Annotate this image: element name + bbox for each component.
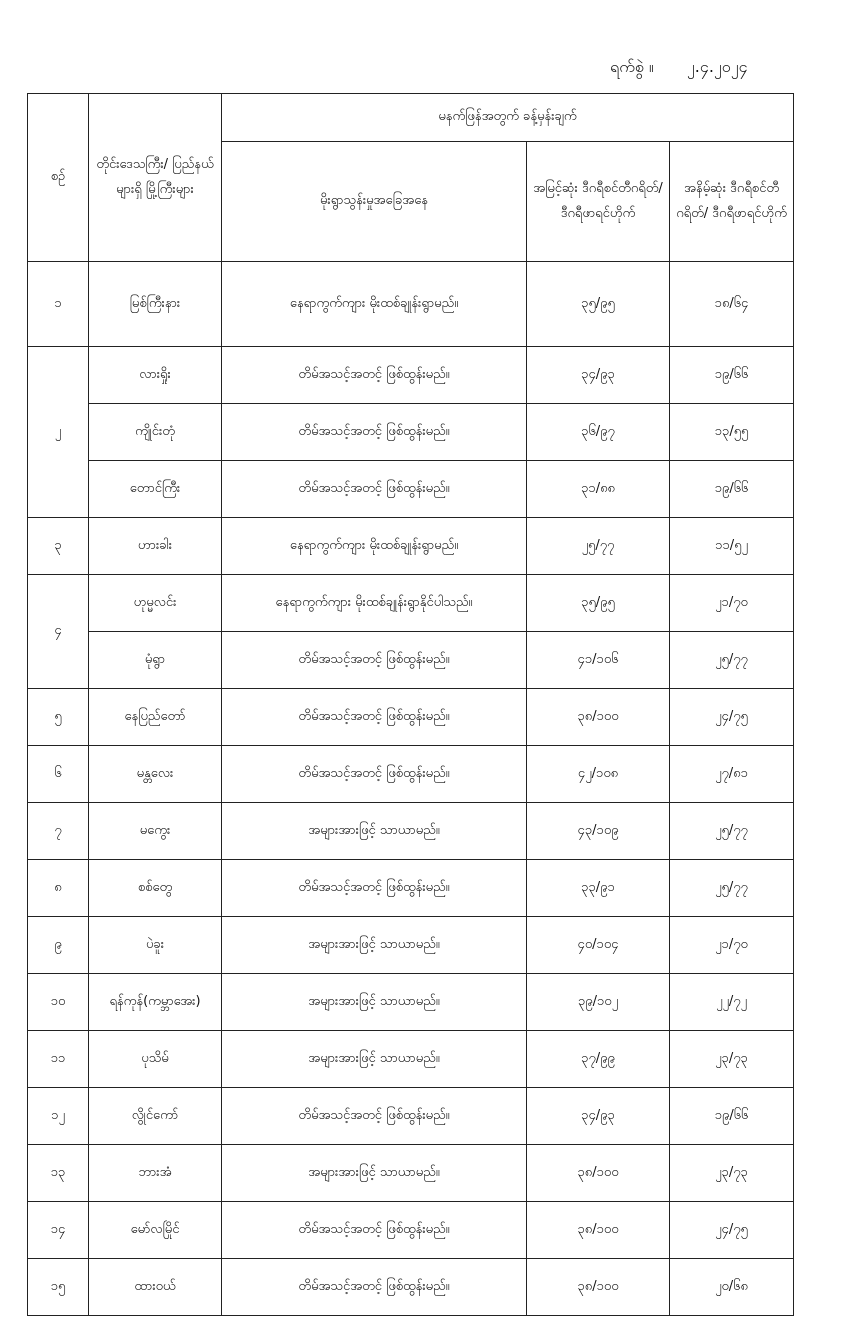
max-temperature: ၃၃/၉၁	[527, 860, 670, 917]
city-name: မုံရွာ	[89, 632, 222, 689]
min-temperature: ၁၃/၅၅	[670, 404, 794, 461]
city-name: နေပြည်တော်	[89, 689, 222, 746]
weather-condition: အများအားဖြင့် သာယာမည်။	[222, 917, 527, 974]
header-city: တိုင်းဒေသကြီး/ ပြည်နယ်များရှိ မြို့ကြီးများ	[89, 94, 222, 262]
row-number: ၉	[28, 917, 89, 974]
table-row	[28, 1202, 794, 1259]
city-name: လွိုင်ကော်	[89, 1088, 222, 1145]
max-temperature: ၂၅/၇၇	[527, 518, 670, 575]
weather-condition: တိမ်အသင့်အတင့် ဖြစ်ထွန်းမည်။	[222, 632, 527, 689]
table-row	[28, 917, 794, 974]
min-temperature: ၂၄/၇၅	[670, 689, 794, 746]
row-number: ၇	[28, 803, 89, 860]
weather-condition: တိမ်အသင့်အတင့် ဖြစ်ထွန်းမည်။	[222, 461, 527, 518]
city-name: မော်လမြိုင်	[89, 1202, 222, 1259]
max-temperature: ၃၉/၁၀၂	[527, 974, 670, 1031]
city-name: မကွေး	[89, 803, 222, 860]
city-name: ထားဝယ်	[89, 1259, 222, 1316]
max-temperature: ၄၂/၁၀၈	[527, 746, 670, 803]
min-temperature: ၂၇/၈၁	[670, 746, 794, 803]
header-min-temp: အနိမ့်ဆုံး ဒီဂရီစင်တီဂရိတ်/ ဒီဂရီဖာရင်ဟိုက်	[670, 142, 794, 262]
min-temperature: ၂၄/၇၅	[670, 1202, 794, 1259]
weather-condition: တိမ်အသင့်အတင့် ဖြစ်ထွန်းမည်။	[222, 689, 527, 746]
max-temperature: ၃၆/၉၇	[527, 404, 670, 461]
max-temperature: ၄၃/၁၀၉	[527, 803, 670, 860]
max-temperature: ၄၁/၁၀၆	[527, 632, 670, 689]
city-name: ရန်ကုန်(ကမ္ဘာအေး)	[89, 974, 222, 1031]
row-number: ၄	[28, 575, 89, 689]
table-row	[28, 1088, 794, 1145]
max-temperature: ၃၈/၁၀၀	[527, 1145, 670, 1202]
min-temperature: ၂၂/၇၂	[670, 974, 794, 1031]
table-row	[28, 632, 794, 689]
row-number: ၁	[28, 262, 89, 347]
city-name: စစ်တွေ	[89, 860, 222, 917]
header-no: စဉ်	[28, 94, 89, 262]
max-temperature: ၃၅/၉၅	[527, 575, 670, 632]
min-temperature: ၂၅/၇၇	[670, 860, 794, 917]
city-name: ပဲခူး	[89, 917, 222, 974]
forecast-table	[27, 93, 794, 1316]
table-row	[28, 347, 794, 404]
city-name: ပုသိမ်	[89, 1031, 222, 1088]
weather-condition: အများအားဖြင့် သာယာမည်။	[222, 1031, 527, 1088]
table-row	[28, 404, 794, 461]
min-temperature: ၂၃/၇၃	[670, 1031, 794, 1088]
city-name: ကျိုင်းတုံ	[89, 404, 222, 461]
min-temperature: ၂၅/၇၇	[670, 803, 794, 860]
header-max-temp: အမြင့်ဆုံး ဒီဂရီစင်တီဂရိတ်/ ဒီဂရီဖာရင်ဟိုက်	[527, 142, 670, 262]
row-number: ၂	[28, 347, 89, 518]
weather-condition: အများအားဖြင့် သာယာမည်။	[222, 1145, 527, 1202]
min-temperature: ၁၉/၆၆	[670, 347, 794, 404]
weather-condition: တိမ်အသင့်အတင့် ဖြစ်ထွန်းမည်။	[222, 1088, 527, 1145]
table-row	[28, 746, 794, 803]
weather-condition: နေရာကွက်ကျား မိုးထစ်ချုန်းရွာမည်။	[222, 262, 527, 347]
city-name: ဟုမ္မလင်း	[89, 575, 222, 632]
weather-condition: တိမ်အသင့်အတင့် ဖြစ်ထွန်းမည်။	[222, 746, 527, 803]
weather-condition: တိမ်အသင့်အတင့် ဖြစ်ထွန်းမည်။	[222, 1202, 527, 1259]
row-number: ၅	[28, 689, 89, 746]
min-temperature: ၁၉/၆၆	[670, 1088, 794, 1145]
row-number: ၁၃	[28, 1145, 89, 1202]
min-temperature: ၁၁/၅၂	[670, 518, 794, 575]
header-forecast-group: မနက်ဖြန်အတွက် ခန့်မှန်းချက်	[222, 94, 794, 142]
row-number: ၃	[28, 518, 89, 575]
min-temperature: ၂၀/၆၈	[670, 1259, 794, 1316]
max-temperature: ၃၅/၉၅	[527, 262, 670, 347]
table-row	[28, 1145, 794, 1202]
row-number: ၁၁	[28, 1031, 89, 1088]
min-temperature: ၂၅/၇၇	[670, 632, 794, 689]
row-number: ၁၅	[28, 1259, 89, 1316]
max-temperature: ၃၁/၈၈	[527, 461, 670, 518]
document-date	[610, 56, 748, 80]
max-temperature: ၃၇/၉၉	[527, 1031, 670, 1088]
weather-condition: တိမ်အသင့်အတင့် ဖြစ်ထွန်းမည်။	[222, 404, 527, 461]
weather-condition: တိမ်အသင့်အတင့် ဖြစ်ထွန်းမည်။	[222, 860, 527, 917]
row-number: ၆	[28, 746, 89, 803]
min-temperature: ၂၃/၇၃	[670, 1145, 794, 1202]
max-temperature: ၃၄/၉၃	[527, 1088, 670, 1145]
weather-condition: နေရာကွက်ကျား မိုးထစ်ချုန်းရွာမည်။	[222, 518, 527, 575]
min-temperature: ၁၈/၆၄	[670, 262, 794, 347]
weather-condition: အများအားဖြင့် သာယာမည်။	[222, 803, 527, 860]
row-number: ၈	[28, 860, 89, 917]
city-name: တောင်ကြီး	[89, 461, 222, 518]
date-value: ၂.၄.၂၀၂၄	[686, 57, 748, 76]
table-row	[28, 518, 794, 575]
city-name: ဟားခါး	[89, 518, 222, 575]
table-row	[28, 262, 794, 347]
weather-condition: အများအားဖြင့် သာယာမည်။	[222, 974, 527, 1031]
table-row	[28, 974, 794, 1031]
header-weather: မိုးရွာသွန်းမှုအခြေအနေ	[222, 142, 527, 262]
min-temperature: ၁၉/၆၆	[670, 461, 794, 518]
max-temperature: ၃၈/၁၀၀	[527, 1202, 670, 1259]
row-number: ၁၂	[28, 1088, 89, 1145]
table-row	[28, 575, 794, 632]
city-name: မန္တလေး	[89, 746, 222, 803]
weather-condition: နေရာကွက်ကျား မိုးထစ်ချုန်းရွာနိုင်ပါသည်။	[222, 575, 527, 632]
weather-condition: တိမ်အသင့်အတင့် ဖြစ်ထွန်းမည်။	[222, 347, 527, 404]
table-row	[28, 1259, 794, 1316]
table-row	[28, 860, 794, 917]
row-number: ၁၀	[28, 974, 89, 1031]
table-row	[28, 461, 794, 518]
city-name: ဘားအံ	[89, 1145, 222, 1202]
min-temperature: ၂၁/၇၀	[670, 575, 794, 632]
city-name: လားရှိုး	[89, 347, 222, 404]
max-temperature: ၃၈/၁၀၀	[527, 1259, 670, 1316]
max-temperature: ၄၀/၁၀၄	[527, 917, 670, 974]
table-row	[28, 803, 794, 860]
min-temperature: ၂၁/၇၀	[670, 917, 794, 974]
date-label: ရက်စွဲ ။	[610, 57, 654, 76]
weather-condition: တိမ်အသင့်အတင့် ဖြစ်ထွန်းမည်။	[222, 1259, 527, 1316]
max-temperature: ၃၈/၁၀၀	[527, 689, 670, 746]
table-row	[28, 1031, 794, 1088]
max-temperature: ၃၄/၉၃	[527, 347, 670, 404]
row-number: ၁၄	[28, 1202, 89, 1259]
table-row	[28, 689, 794, 746]
city-name: မြစ်ကြီးနား	[89, 262, 222, 347]
